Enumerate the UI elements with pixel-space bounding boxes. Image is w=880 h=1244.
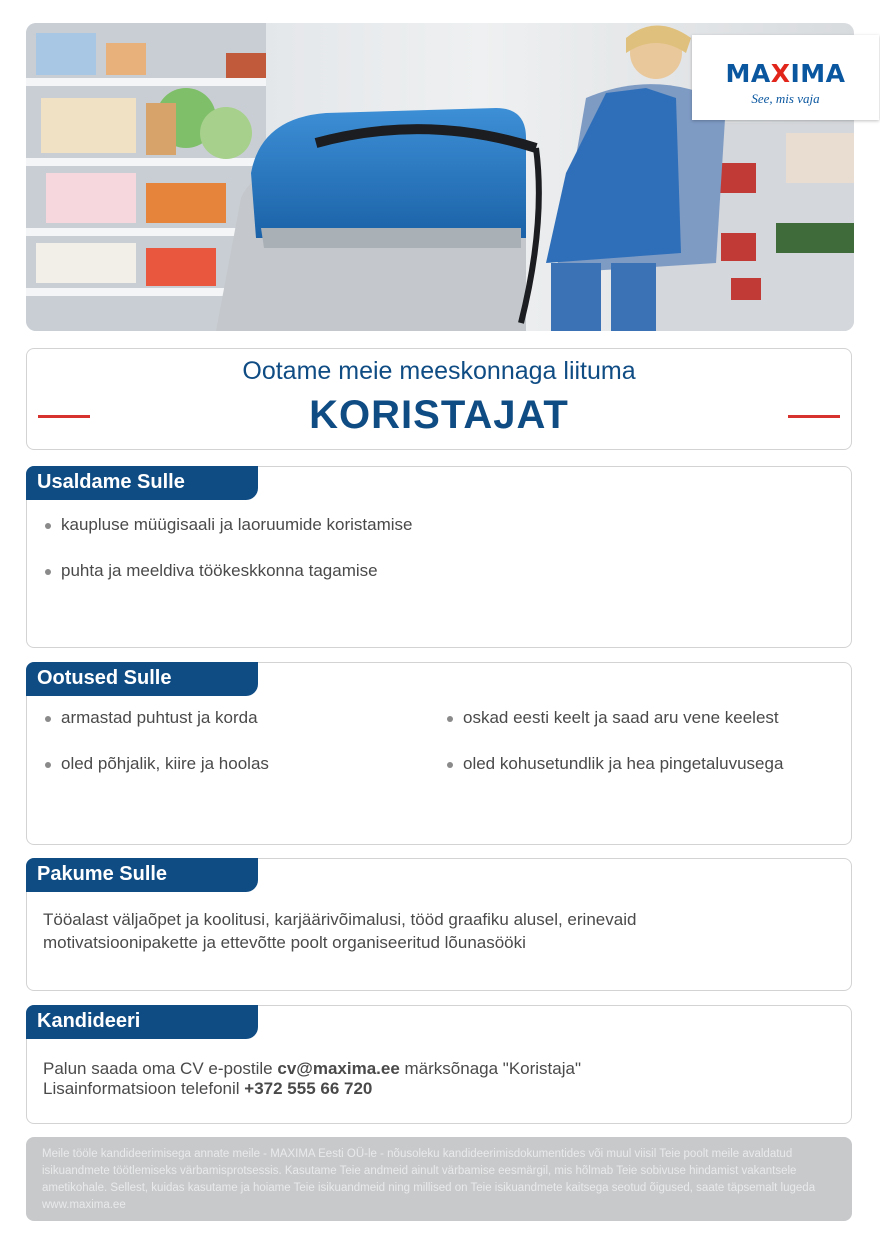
email-link[interactable]: cv@maxima.ee: [277, 1059, 400, 1078]
logo-wordmark: MAXIMA: [725, 59, 846, 88]
list-item: oskad eesti keelt ja saad aru vene keelest: [463, 708, 779, 727]
job-title-box: [26, 348, 852, 450]
section-expectations: [26, 662, 852, 845]
logo-slogan: See, mis vaja: [751, 91, 820, 106]
list-item: armastad puhtust ja korda: [61, 708, 258, 727]
offer-line-1: Tööalast väljaõpet ja koolitusi, karjäärivõimalusi, tööd graafiku alusel, erinevaid: [43, 910, 637, 929]
list-item: oled kohusetundlik ja hea pingetaluvusega: [463, 754, 784, 773]
section-heading: Pakume Sulle: [26, 858, 258, 892]
apply-line-1: [43, 1059, 581, 1079]
apply-email-suffix: märksõnaga "Koristaja": [399, 1059, 582, 1078]
section-heading: Usaldame Sulle: [26, 466, 258, 500]
apply-line-2: [43, 1079, 581, 1099]
section-heading: Ootused Sulle: [26, 662, 258, 696]
list-item: kaupluse müügisaali ja laoruumide koristamise: [61, 515, 413, 534]
list-item: puhta ja meeldiva töökeskkonna tagamise: [61, 561, 378, 580]
privacy-footer: Meile tööle kandideerimisega annate meile - MAXIMA Eesti OÜ-le - nõusoleku kandideerimisdokumentides või muul viisil Teie poolt meile avaldatud isikuandmete töötlemiseks värbamisprotsessis. Kasutame Teie andmeid ainult värbamise eesmärgil, mis hõlmab Teie sobivuse hindamist vakantsele ametikohale. Sellest, kuidas kasutame ja hoiame Teie isikuandmeid ning millised on Teie isikuandmete kaitsega seotud õigused, saate täpsemalt lugeda www.maxima.ee: [26, 1137, 852, 1221]
list-item: oled põhjalik, kiire ja hoolas: [61, 754, 269, 773]
section-trust: [26, 466, 852, 648]
apply-text: [43, 1059, 581, 1099]
section-heading: Kandideeri: [26, 1005, 258, 1039]
offer-line-2: motivatsioonipakette ja ettevõtte poolt organiseeritud lõunasööki: [43, 933, 526, 952]
section-apply: [26, 1005, 852, 1124]
title-subtitle: Ootame meie meeskonnaga liituma: [242, 357, 636, 385]
apply-phone-prefix: Lisainformatsioon telefonil: [43, 1079, 245, 1098]
offer-text: [43, 908, 636, 954]
job-title: KORISTAJAT: [309, 393, 569, 437]
maxima-logo: [692, 35, 879, 120]
section-offer: [26, 858, 852, 991]
phone-number[interactable]: +372 555 66 720: [244, 1079, 373, 1098]
apply-email-prefix: Palun saada oma CV e-postile: [43, 1059, 278, 1078]
